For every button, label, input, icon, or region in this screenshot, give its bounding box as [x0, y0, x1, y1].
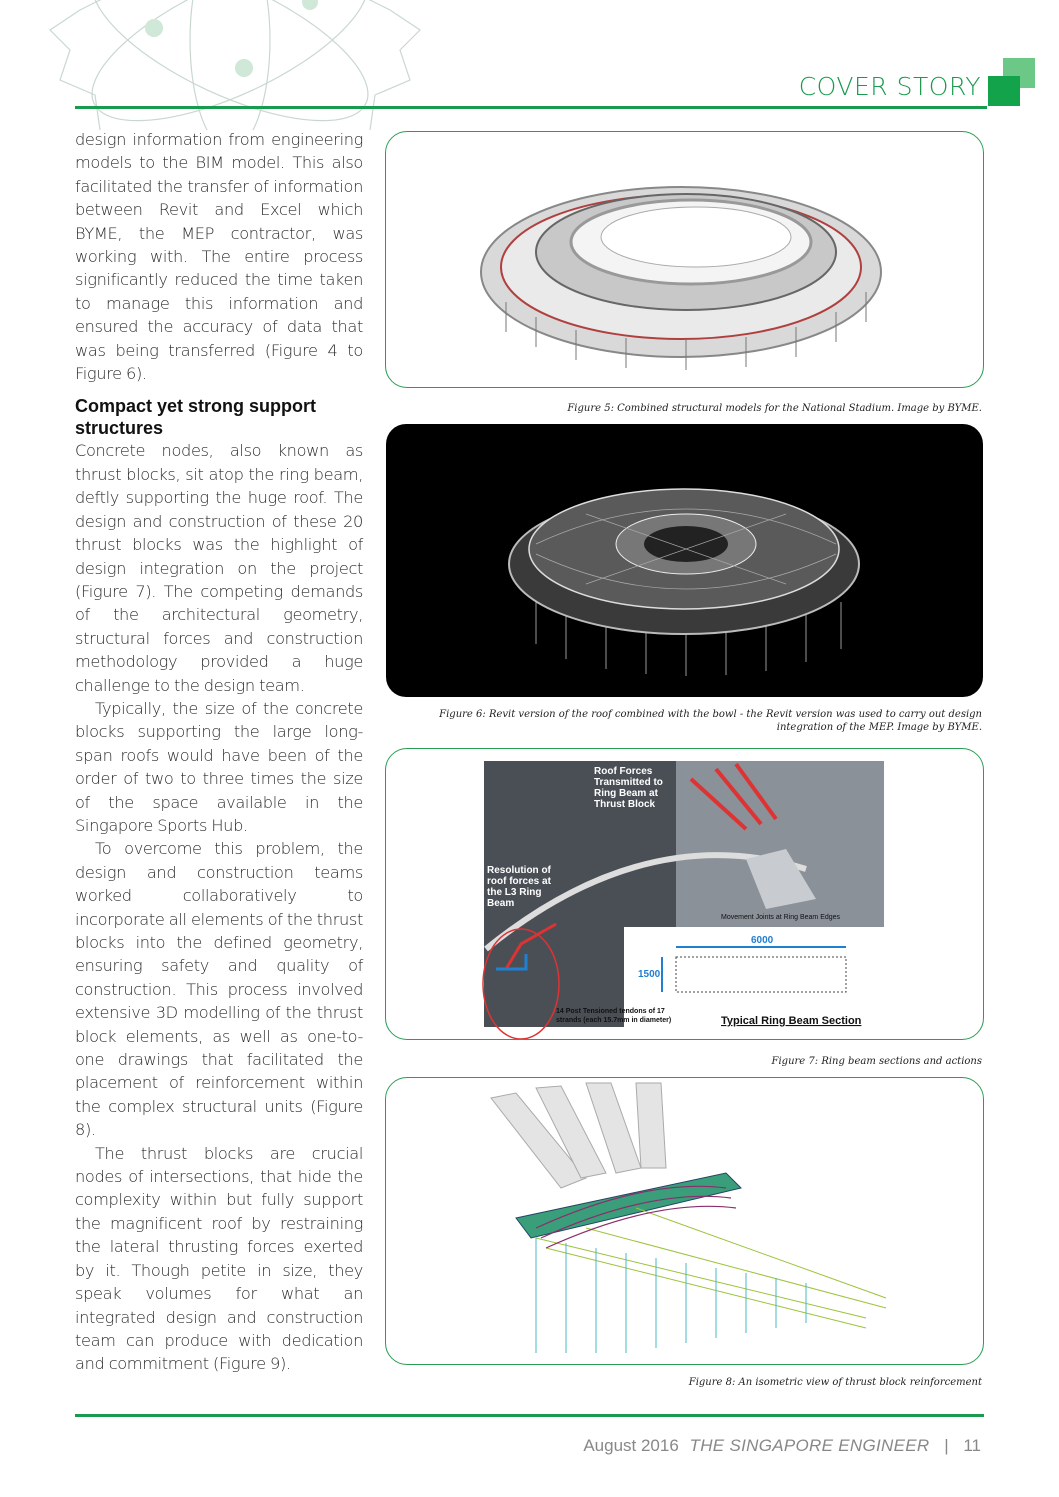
roof-forces-label-1: Roof Forces	[594, 766, 653, 777]
movement-joints-label: Movement Joints at Ring Beam Edges	[721, 914, 841, 921]
section-title: COVER STORY	[798, 72, 981, 101]
section-tab-dark	[988, 76, 1020, 106]
resolution-label-1: Resolution of	[487, 865, 551, 876]
figure-5-stadium-model	[386, 132, 983, 387]
publication-name: THE SINGAPORE ENGINEER	[689, 1436, 930, 1455]
resolution-label-2: roof forces at	[487, 876, 551, 887]
figure-6-caption-line-1: Figure 6: Revit version of the roof combined with the bowl - the Revit version was used to carry out design	[439, 709, 982, 720]
roof-forces-label-4: Thrust Block	[594, 799, 656, 810]
figure-7-ring-beam-diagram	[386, 749, 983, 1039]
figure-8-frame	[385, 1077, 984, 1365]
page-footer	[583, 1436, 981, 1456]
figure-8-reinforcement-view	[386, 1078, 983, 1364]
section-heading: Compact yet strong support structures	[75, 396, 317, 439]
header-rule	[75, 106, 987, 109]
paragraph-4: The thrust blocks are crucial nodes of intersections, that hide the complexity within but fully support the magnificent roof by restraining the lateral thrusting forces exerted by it. Though petite in size, they speak volumes for what an integrated design and construction team can produce with dedication and commitment (Figure 9).	[75, 1143, 363, 1374]
page-number: 11	[963, 1436, 981, 1455]
section-label: Typical Ring Beam Section	[721, 1015, 862, 1027]
footer-separator: |	[944, 1436, 949, 1455]
figure-6-caption	[439, 708, 982, 734]
paragraph-1: Concrete nodes, also known as thrust blocks, sit atop the ring beam, deftly supporting the huge roof. The design and construction of these 20 thrust blocks was the highlight of design integration on the project (Figure 7). The competing demands of the architectural geometry, structural forces and construction methodology provided a huge challenge to the design team.	[75, 441, 363, 695]
atom-gear-logo	[40, 0, 440, 130]
roof-forces-label-3: Ring Beam at	[594, 788, 658, 799]
figure-8-caption: Figure 8: An isometric view of thrust block reinforcement	[688, 1377, 982, 1388]
text-column	[75, 128, 363, 1376]
figure-5-caption: Figure 5: Combined structural models for the National Stadium. Image by BYME.	[567, 403, 982, 414]
resolution-label-4: Beam	[487, 898, 515, 909]
dim-6000-label: 6000	[751, 935, 774, 946]
intro-paragraph: design information from engineering models to the BIM model. This also facilitated the transfer of information between Revit and Excel which BYME, the MEP contractor, was working with. The entire process significantly reduced the time taken to manage this information and ensured the accuracy of data that was being transferred (Figure 4 to Figure 6).	[75, 130, 363, 384]
footer-rule	[75, 1414, 984, 1417]
figure-6-frame	[386, 424, 983, 697]
figure-7-caption: Figure 7: Ring beam sections and actions	[771, 1056, 982, 1067]
tendons-label-2: strands (each 15.7mm in diameter)	[556, 1017, 672, 1024]
tendons-label-1: 14 Post Tensioned tendons of 17	[556, 1008, 665, 1015]
paragraph-2: Typically, the size of the concrete blocks supporting the large long-span roofs would have been of the order of two to three times the size of the space available in the Singapore Sports Hub.	[75, 698, 363, 835]
resolution-label-3: the L3 Ring	[487, 887, 542, 898]
issue-date: August 2016	[583, 1436, 679, 1455]
paragraph-3: To overcome this problem, the design and construction teams worked collaboratively to incorporate all elements of the thrust blocks into the defined geometry, ensuring safety and quality of construction. This process involved extensive 3D modelling of the thrust block elements, as well as one-to-one drawings that facilitated the placement of reinforcement within the complex structural units (Figure 8).	[75, 839, 363, 1140]
figure-7-frame	[385, 748, 984, 1040]
figure-5-frame	[385, 131, 984, 388]
dim-1500-label: 1500	[638, 969, 661, 980]
figure-6-caption-line-2: integration of the MEP. Image by BYME.	[776, 722, 982, 733]
figure-6-roof-model	[386, 424, 983, 697]
roof-forces-label-2: Transmitted to	[594, 777, 663, 788]
